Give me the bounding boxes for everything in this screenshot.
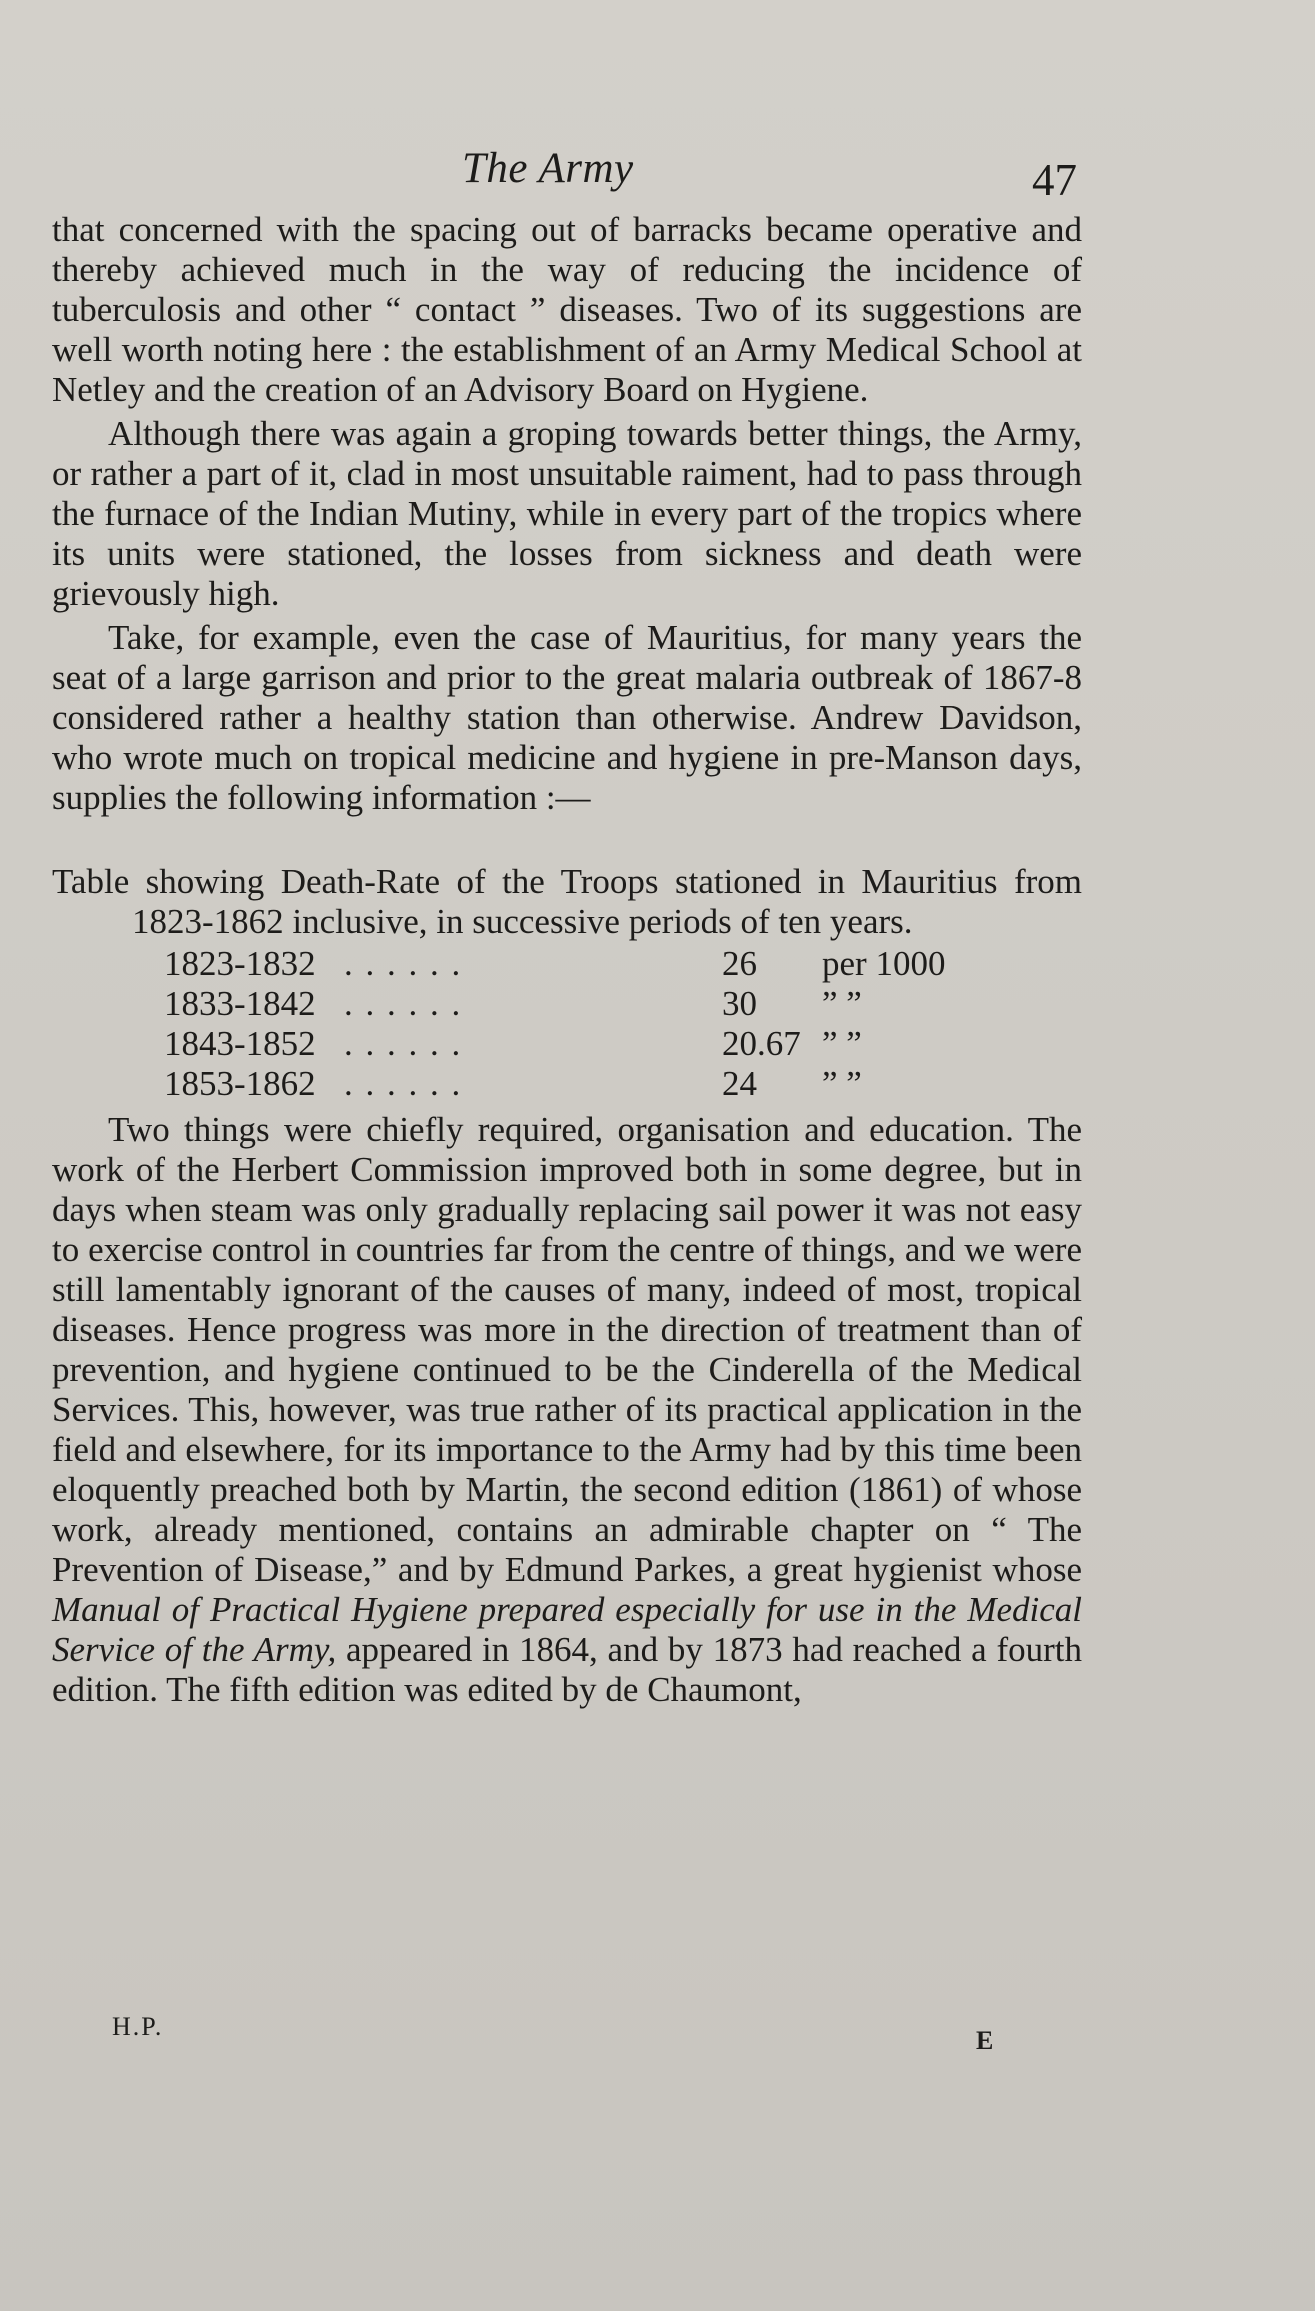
table-rate: 26: [722, 944, 757, 983]
table-row: [164, 1024, 1082, 1064]
table-unit: ” ”: [822, 984, 862, 1023]
page-footer: [52, 2010, 1082, 2070]
book-title: Manual of Practical Hygiene prepared especially for use in the Medical Service of the Army,: [52, 1590, 1082, 1669]
running-title: The Army: [462, 145, 634, 192]
paragraph-3: Take, for example, even the case of Mauritius, for many years the seat of a large garrison and prior to the great malaria outbreak of 1867-8 considered rather a healthy station than otherwise. Andrew Davidson, who wrote much on tropical medicine and hygiene in pre-Manson days, supplies the following information :—: [52, 618, 1082, 817]
sheet-mark: E: [976, 2026, 994, 2055]
table-period: 1843-1852: [164, 1024, 316, 1063]
table-leader-dots: . . . . . .: [344, 1064, 463, 1103]
page: [52, 130, 1082, 1710]
page-number: 47: [1032, 155, 1077, 205]
table-rate: 30: [722, 984, 757, 1023]
paragraph-2: Although there was again a groping towards better things, the Army, or rather a part of it, clad in most unsuitable raiment, had to pass through the furnace of the Indian Mutiny, while in every part of the tropics where its units were stationed, the losses from sickness and death were grievously high.: [52, 414, 1082, 613]
table-leader-dots: . . . . . .: [344, 944, 463, 983]
table-row: [164, 1064, 1082, 1104]
table-period: 1833-1842: [164, 984, 316, 1023]
table-rows: [164, 944, 1082, 1104]
table-rate: 24: [722, 1064, 757, 1103]
death-rate-table: [52, 862, 1082, 1104]
paragraph-4-text: Two things were chiefly required, organisation and education. The work of the Herbert Commission improved both in some degree, but in days when steam was only gradually replacing sail power it was not easy to exercise control in countries far from the centre of things, and we were still lamentably ignorant of the causes of many, indeed of most, tropical diseases. Hence progress was more in the direction of treatment than of prevention, and hygiene continued to be the Cinderella of the Medical Services. This, however, was true rather of its practical application in the field and elsewhere, for its importance to the Army had by this time been eloquently preached both by Martin, the second edition (1861) of whose work, already mentioned, contains an admirable chapter on “ The Prevention of Disease,” and by Edmund Parkes, a great hygienist whose: [52, 1110, 1082, 1589]
table-row: [164, 984, 1082, 1024]
table-row: [164, 944, 1082, 984]
table-period: 1853-1862: [164, 1064, 316, 1103]
table-unit: ” ”: [822, 1064, 862, 1103]
table-leader-dots: . . . . . .: [344, 984, 463, 1023]
paragraph-4-end: appeared in 1864, and by 1873 had reached a fourth edition. The fifth edition was edited by de Chaumont,: [52, 1630, 1083, 1709]
table-unit: ” ”: [822, 1024, 862, 1063]
table-caption: Table showing Death-Rate of the Troops stationed in Mauritius from 1823-1862 inclusive, in successive periods of ten years.: [52, 862, 1082, 941]
table-period: 1823-1832: [164, 944, 316, 983]
table-unit: per 1000: [822, 944, 946, 983]
signature-mark: H.P.: [112, 2012, 164, 2041]
running-head: [52, 130, 1082, 210]
paragraph-4: [52, 1110, 1082, 1710]
paragraph-1: that concerned with the spacing out of barracks became operative and thereby achieved much in the way of reducing the incidence of tuberculosis and other “ contact ” diseases. Two of its suggestions are well worth noting here : the establishment of an Army Medical School at Netley and the creation of an Advisory Board on Hygiene.: [52, 210, 1082, 409]
table-rate: 20.67: [722, 1024, 801, 1063]
table-leader-dots: . . . . . .: [344, 1024, 463, 1063]
